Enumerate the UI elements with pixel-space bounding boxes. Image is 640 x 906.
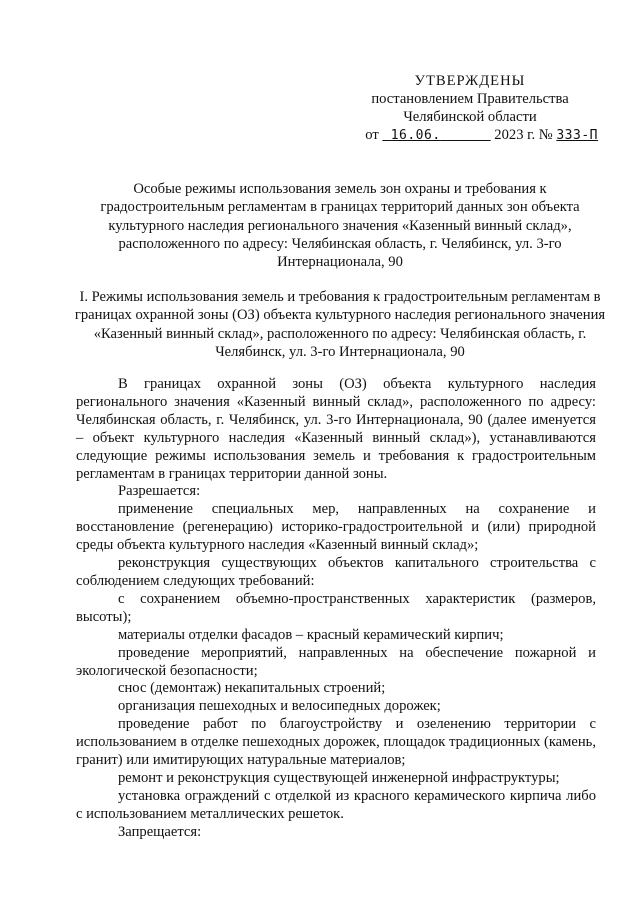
forbidden-label: Запрещается: [118, 823, 202, 840]
approval-line-1: постановлением Правительства [371, 91, 569, 107]
allowed-label: Разрешается: [118, 483, 201, 500]
section-heading: I. Режимы использования земель и требования к градостроительным регламентам в границах охранной зоны (ОЗ) объекта культурного наследия регионального значения «Казенный винный склад», расположенного по адресу: Челябинская область, г. Челябинск, ул. 3-го Интернационала, 90 [74, 289, 606, 360]
list-item: установка ограждений с отделкой из красного керамического кирпича либо с использованием металлических решеток. [76, 787, 596, 822]
document-number: 333-П [556, 128, 598, 143]
date-prefix: от [365, 127, 379, 143]
list-item: применение специальных мер, направленных на сохранение и восстановление (регенерацию) историко-градостроительной и (или) природной среды объекта культурного наследия «Казенный винный склад»; [76, 501, 596, 554]
list-item: с сохранением объемно-пространственных характеристик (размеров, высоты); [76, 590, 596, 625]
list-item: организация пешеходных и велосипедных дорожек; [118, 698, 441, 715]
approval-date-line [340, 126, 600, 145]
approval-heading: УТВЕРЖДЕНЫ [414, 73, 526, 89]
document-body [76, 376, 596, 842]
list-item: материалы отделки фасадов – красный керамический кирпич; [118, 626, 504, 643]
intro-paragraph: В границах охранной зоны (ОЗ) объекта культурного наследия регионального значения «Казенный винный склад», расположенного по адресу: Челябинская область, г. Челябинск, ул. 3-го Интернационала, 90 (далее именуется – объект культурного наследия «Казенный винный склад»), устанавливаются следующие режимы использования земель и требования к градостроительным регламентам в границах территории данной зоны. [76, 376, 596, 482]
approval-line-2: Челябинской области [403, 109, 537, 125]
list-item: проведение работ по благоустройству и озеленению территории с использованием в отделке пешеходных дорожек, площадок традиционных (камень, гранит) или имитирующих натуральные материалов; [76, 716, 596, 769]
date-year: 2023 г. № [494, 127, 553, 143]
approval-stamp [340, 72, 600, 145]
document-title: Особые режимы использования земель зон охраны и требования к градостроительным регламентам в границах территорий данных зон объекта культурного наследия регионального значения «Казенный винный склад», расположенного по адресу: Челябинская область, г. Челябинск, ул. 3-го Интернационала, 90 [100, 181, 580, 271]
date-value: 16.06. [390, 128, 441, 143]
list-item: снос (демонтаж) некапитальных строений; [118, 680, 386, 697]
list-item: проведение мероприятий, направленных на обеспечение пожарной и экологической безопасности; [76, 644, 596, 679]
list-item: ремонт и реконструкция существующей инженерной инфраструктуры; [118, 769, 560, 786]
list-item: реконструкция существующих объектов капитального строительства с соблюдением следующих требований: [76, 555, 596, 589]
